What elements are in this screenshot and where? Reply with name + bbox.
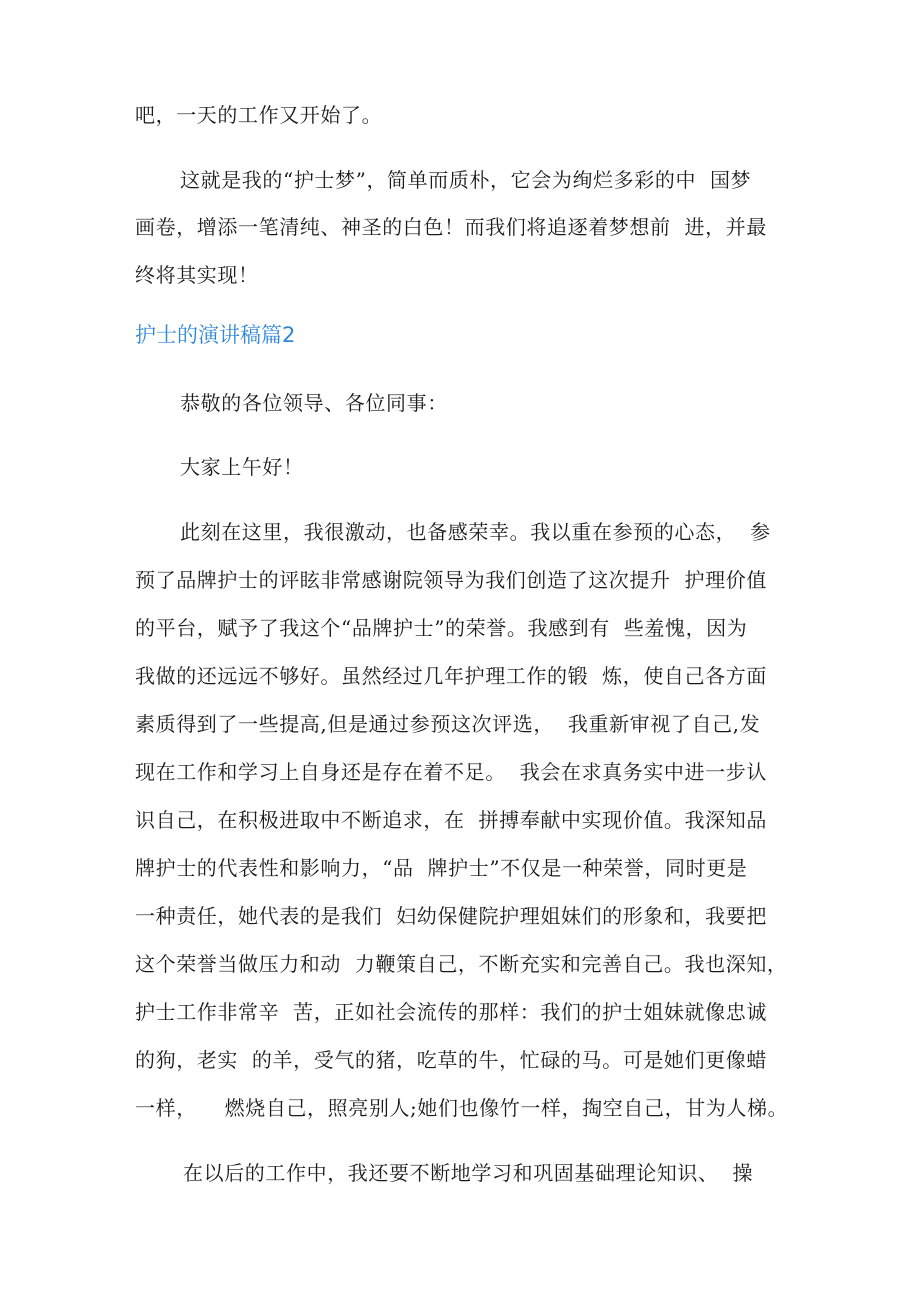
body-line: 素质得到了一些提高,但是通过参预这次评选， 我重新审视了自己,发: [135, 712, 761, 736]
paragraph-line: 画卷，增添一笔清纯、神圣的白色！而我们将追逐着梦想前 进，并最: [135, 215, 767, 239]
section-heading: 护士的演讲稿篇2: [135, 323, 296, 347]
greeting: 大家上午好！: [180, 455, 304, 479]
intro-line: 吧，一天的工作又开始了。: [135, 103, 383, 127]
body-line: 护士工作非常辛 苦，正如社会流传的那样：我们的护士姐妹就像忠诚: [135, 1000, 767, 1024]
body-line: 牌护士的代表性和影响力，“品 牌护士”不仅是一种荣誉，同时更是: [135, 856, 748, 880]
body-line: 的狗，老实 的羊，受气的猪，吃草的牛，忙碌的马。可是她们更像蜡: [135, 1048, 767, 1072]
body-line: 此刻在这里，我很激动，也备感荣幸。我以重在参预的心态， 参: [180, 520, 771, 544]
body-line: 这个荣誉当做压力和动 力鞭策自己，不断充实和完善自己。我也深知，: [135, 952, 788, 976]
paragraph-line: 终将其实现！: [135, 263, 259, 287]
body-line: 一种责任，她代表的是我们 妇幼保健院护理姐妹们的形象和，我要把: [135, 904, 767, 928]
body-line: 现在工作和学习上自身还是存在着不足。 我会在求真务实中进一步认: [135, 760, 767, 784]
body-line: 我做的还远远不够好。虽然经过几年护理工作的锻 炼，使自己各方面: [135, 664, 767, 688]
body-line: 的平台，赋予了我这个“品牌护士”的荣誉。我感到有 些羞愧，因为: [135, 616, 748, 640]
body-line: 预了品牌护士的评眩非常感谢院领导为我们创造了这次提升 护理价值: [135, 568, 767, 592]
body-line: 识自己，在积极进取中不断追求，在 拼搏奉献中实现价值。我深知品: [135, 808, 767, 832]
body-line: 一样， 燃烧自己，照亮别人;她们也像竹一样，掏空自己，甘为人梯。: [135, 1096, 789, 1120]
paragraph-line: 这就是我的“护士梦”，简单而质朴，它会为绚烂多彩的中 国梦: [180, 168, 752, 192]
salutation: 恭敬的各位领导、各位同事：: [180, 391, 448, 415]
closing-line: 在以后的工作中，我还要不断地学习和巩固基础理论知识、 操: [183, 1161, 754, 1185]
